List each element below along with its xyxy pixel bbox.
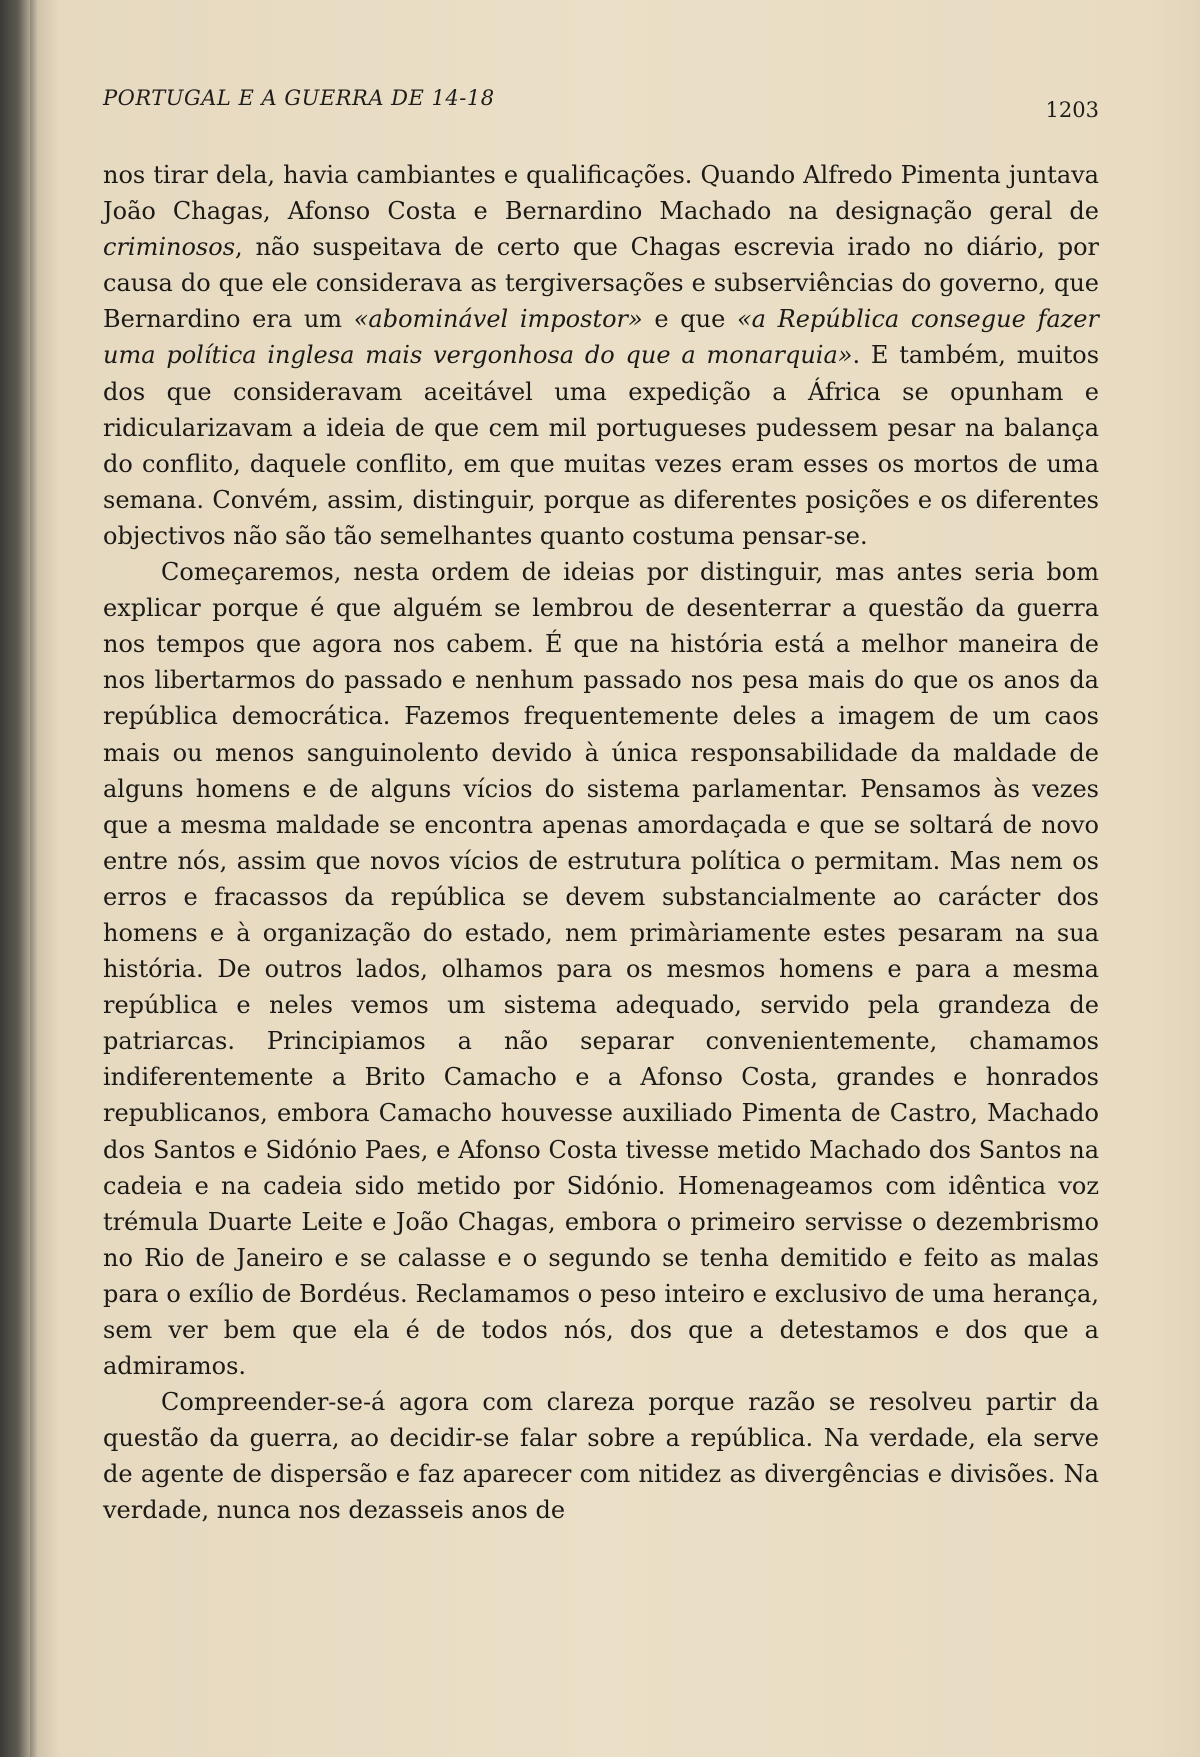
italic-quote: «a República consegue fazer uma política inglesa mais vergonhosa do que a monarquia» [103,305,1099,370]
book-gutter [30,0,38,1757]
body-text [103,157,1099,1529]
paragraph-3: Compreender-se-á agora com clareza porque razão se resolveu partir da questão da guerra, ao decidir-se falar sobre a república. Na verdade, ela serve de agente de dispersão e faz aparecer com nitidez as divergências e divisões. Na verdade, nunca nos dezasseis anos de [103,1388,1099,1525]
text-run: e que [642,305,737,334]
text-run: , não suspeitava de certo que Chagas escrevia irado no diário, por causa do que ele considerava as tergiversações e subserviências do governo, que Bernardino era um [103,233,1099,334]
italic-run: criminosos [103,233,236,262]
paragraph-2: Começaremos, nesta ordem de ideias por distinguir, mas antes seria bom explicar porque é que alguém se lembrou de desenterrar a questão da guerra nos tempos que agora nos cabem. É que na história está a melhor maneira de nos libertarmos do passado e nenhum passado nos pesa mais do que os anos da república democrática. Fazemos frequentemente deles a imagem de um caos mais ou menos sanguinolento devido à única responsabilidade da maldade de alguns homens e de alguns vícios do sistema parlamentar. Pensamos às vezes que a mesma maldade se encontra apenas amordaçada e que se soltará de novo entre nós, assim que novos vícios de estrutura política o permitam. Mas nem os erros e fracassos da república se devem substancialmente ao carácter dos homens e à organização do estado, nem primàriamente estes pesaram na sua história. De outros lados, olhamos para os mesmos homens e para a mesma república e neles vemos um sistema adequado, servido pela grandeza de patriarcas. Principiamos a não separar convenientemente, chamamos indiferentemente a Brito Camacho e a Afonso Costa, grandes e honrados republicanos, embora Camacho houvesse auxiliado Pimenta de Castro, Machado dos Santos e Sidónio Paes, e Afonso Costa tivesse metido Machado dos Santos na cadeia e na cadeia sido metido por Sidónio. Homenageamos com idêntica voz trémula Duarte Leite e João Chagas, embora o primeiro servisse o dezembrismo no Rio de Janeiro e se calasse e o segundo se tenha demitido e feito as malas para o exílio de Bordéus. Reclamamos o peso inteiro e exclusivo de uma herança, sem ver bem que ela é de todos nós, dos que a detestamos e dos que a admiramos. [103,558,1099,1381]
paragraph-1 [103,157,1099,554]
text-run: nos tirar dela, havia cambiantes e qualificações. Quando Alfredo Pimenta juntava João Chagas, Afonso Costa e Bernardino Machado na designação geral de [103,161,1099,226]
running-title: PORTUGAL E A GUERRA DE 14-18 [103,86,495,110]
italic-quote: «abominável impostor» [353,305,643,334]
page-header [103,86,1099,122]
page-number: 1203 [1045,98,1099,122]
text-run: . E também, muitos dos que consideravam aceitável uma expedição a África se opunham e ridicularizavam a ideia de que cem mil portugueses pudessem pesar na balança do conflito, daquele conflito, em que muitas vezes eram esses os mortos de uma semana. Convém, assim, distinguir, porque as diferentes posições e os diferentes objectivos não são tão semelhantes quanto costuma pensar-se. [103,341,1100,550]
